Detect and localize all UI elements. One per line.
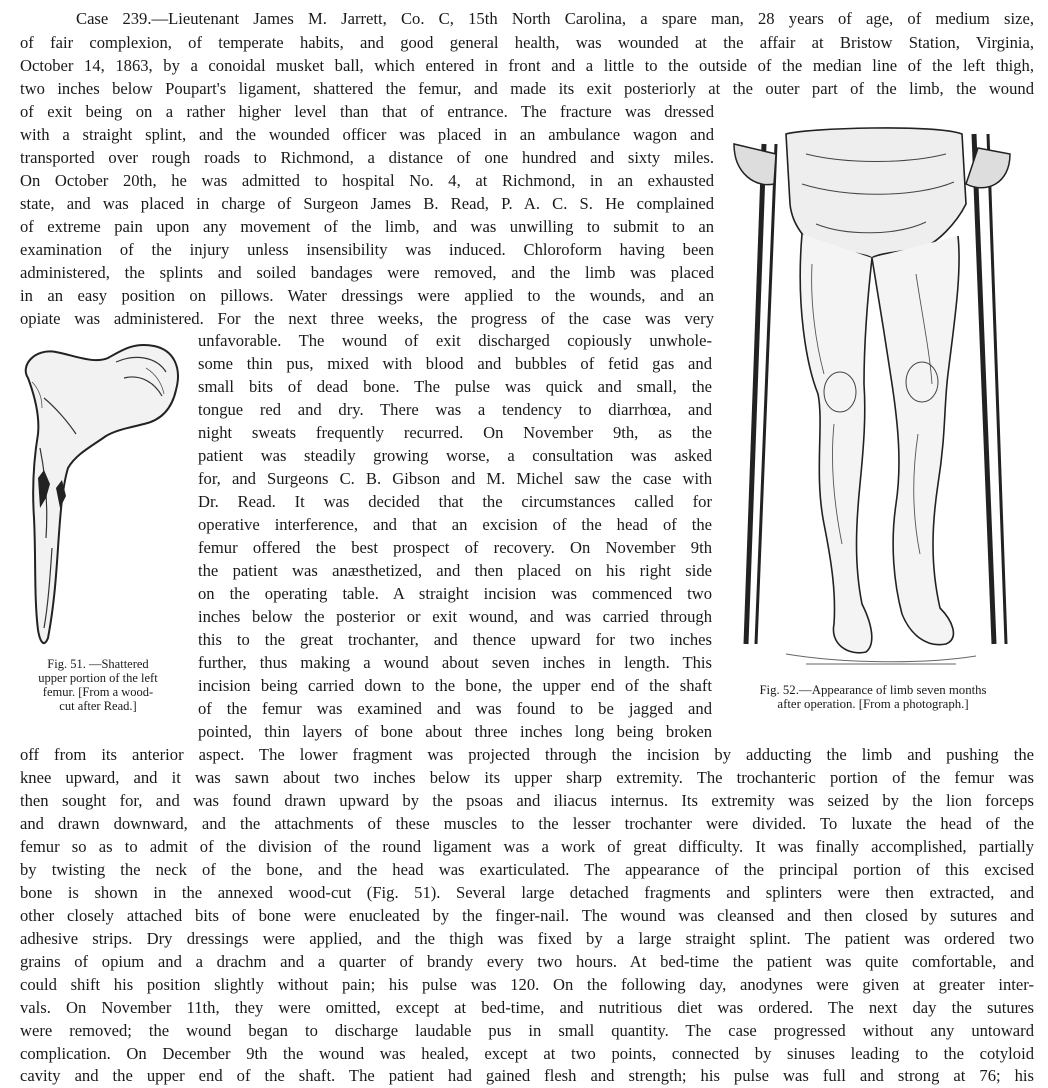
- paragraph-line: for, and Surgeons C. B. Gibson and M. Michel saw the case with: [198, 469, 712, 488]
- paragraph-line: two inches below Poupart's ligament, shattered the femur, and made its exit posteriorly at the outer part of the limb, the wound: [20, 79, 1034, 98]
- paragraph-line: transported over rough roads to Richmond, a distance of one hundred and sixty miles.: [20, 148, 714, 167]
- caption-line: Fig. 51. —Shattered: [47, 657, 149, 671]
- paragraph-line: by twisting the neck of the bone, and the head was exarticulated. The appearance of the principal portion of this excised: [20, 860, 1034, 879]
- paragraph-line: pointed, thin layers of bone about three inches long being broken: [198, 722, 712, 741]
- paragraph-line: tongue red and dry. There was a tendency to diarrhœa, and: [198, 400, 712, 419]
- paragraph-line: small bits of dead bone. The pulse was quick and small, the: [198, 377, 712, 396]
- paragraph-line: opiate was administered. For the next three weeks, the progress of the case was very: [20, 309, 714, 328]
- patient-illustration: [726, 124, 1034, 678]
- figure-51-caption: [18, 657, 178, 713]
- paragraph-line: of fair complexion, of temperate habits, and good general health, was wounded at the affair at Bristow Station, Virginia,: [20, 33, 1034, 52]
- paragraph-line: then sought for, and was found drawn upward by the psoas and iliacus internus. Its extremity was seized by the lion forceps: [20, 791, 1034, 810]
- paragraph-line: grains of opium and a drachm and a quarter of brandy every two hours. At bed-time the patient was quite comfortable, and: [20, 952, 1034, 971]
- paragraph-line: cavity and the upper end of the shaft. The patient had gained flesh and strength; his pulse was full and strong at 76; his: [20, 1066, 1034, 1085]
- paragraph-line: administered, the splints and soiled bandages were removed, and the limb was placed: [20, 263, 714, 282]
- paragraph-line: in an easy position on pillows. Water dressings were applied to the wounds, and an: [20, 286, 714, 305]
- caption-line: upper portion of the left: [38, 671, 158, 685]
- caption-line: femur. [From a wood-: [42, 685, 154, 699]
- paragraph-line: femur so as to admit of the division of the round ligament was a work of great difficulty. It was finally accomplished, partially: [20, 837, 1034, 856]
- caption-line: Fig. 52.—Appearance of limb seven months: [759, 683, 987, 697]
- paragraph-line: were removed; the wound began to discharge laudable pus in small quantity. The case progressed without any untoward: [20, 1021, 1034, 1040]
- paragraph-line: unfavorable. The wound of exit discharged copiously unwhole-: [198, 331, 712, 350]
- paragraph-line: adhesive strips. Dry dressings were applied, and the thigh was fixed by a large straight splint. The patient was ordered two: [20, 929, 1034, 948]
- paragraph-line: state, and was placed in charge of Surgeon James B. Read, P. A. C. S. He complained: [20, 194, 714, 213]
- figure-52-patient-crutches: [726, 124, 1034, 678]
- paragraph-line: off from its anterior aspect. The lower fragment was projected through the incision by adducting the limb and pushing the: [20, 745, 1034, 764]
- paragraph-line: femur offered the best prospect of recovery. On November 9th: [198, 538, 712, 557]
- paragraph-line: Dr. Read. It was decided that the circumstances called for: [198, 492, 712, 511]
- paragraph-line: examination of the injury unless insensibility was induced. Chloroform having been: [20, 240, 714, 259]
- paragraph-line: could shift his position slightly without pain; his pulse was 120. On the following day, anodynes were given at greater inter-: [20, 975, 1034, 994]
- paragraph-line: and drawn downward, and the attachments of these muscles to the lesser trochanter were divided. To luxate the head of the: [20, 814, 1034, 833]
- paragraph-line: on the operating table. A straight incision was commenced two: [198, 584, 712, 603]
- paragraph-line: operative interference, and that an excision of the head of the: [198, 515, 712, 534]
- paragraph-line: some thin pus, mixed with blood and bubbles of fetid gas and: [198, 354, 712, 373]
- paragraph-line: this to the great trochanter, and thence upward for two inches: [198, 630, 712, 649]
- paragraph-line: of the femur was examined and was found to be jagged and: [198, 699, 712, 718]
- figure-52-caption: [700, 683, 1046, 711]
- paragraph-line: incision being carried down to the bone, the upper end of the shaft: [198, 676, 712, 695]
- caption-line: cut after Read.]: [59, 699, 137, 713]
- femur-illustration: [16, 338, 184, 654]
- paragraph-line: inches below the posterior or exit wound, and was carried through: [198, 607, 712, 626]
- paragraph-line: night sweats frequently recurred. On November 9th, as the: [198, 423, 712, 442]
- paragraph-line: vals. On November 11th, they were omitted, except at bed-time, and nutritious diet was ordered. The next day the sutures: [20, 998, 1034, 1017]
- paragraph-line: October 14, 1863, by a conoidal musket ball, which entered in front and a little to the outside of the median line of the left thigh,: [20, 56, 1034, 75]
- paragraph-line: with a straight splint, and the wounded officer was placed in an ambulance wagon and: [20, 125, 714, 144]
- paragraph-line: other closely attached bits of bone were enucleated by the finger-nail. The wound was cleansed and then closed by sutures and: [20, 906, 1034, 925]
- paragraph-line: Case 239.—Lieutenant James M. Jarrett, Co. C, 15th North Carolina, a spare man, 28 years of age, of medium size,: [76, 9, 1034, 28]
- paragraph-line: knee upward, and it was sawn about two inches below its upper sharp extremity. The trochanteric portion of the femur was: [20, 768, 1034, 787]
- paragraph-line: of extreme pain upon any movement of the limb, and was unwilling to submit to an: [20, 217, 714, 236]
- caption-line: after operation. [From a photograph.]: [777, 697, 969, 711]
- paragraph-line: the patient was anæsthetized, and then placed on his right side: [198, 561, 712, 580]
- figure-51-femur: [16, 338, 184, 654]
- paragraph-line: patient was steadily growing worse, a consultation was asked: [198, 446, 712, 465]
- paragraph-line: further, thus making a wound about seven inches in length. This: [198, 653, 712, 672]
- paragraph-line: complication. On December 9th the wound was healed, except at two points, connected by sinuses leading to the cotyloid: [20, 1044, 1034, 1063]
- paragraph-line: bone is shown in the annexed wood-cut (Fig. 51). Several large detached fragments and splinters were then extracted, and: [20, 883, 1034, 902]
- paragraph-line: On October 20th, he was admitted to hospital No. 4, at Richmond, in an exhausted: [20, 171, 714, 190]
- paragraph-line: of exit being on a rather higher level than that of entrance. The fracture was dressed: [20, 102, 714, 121]
